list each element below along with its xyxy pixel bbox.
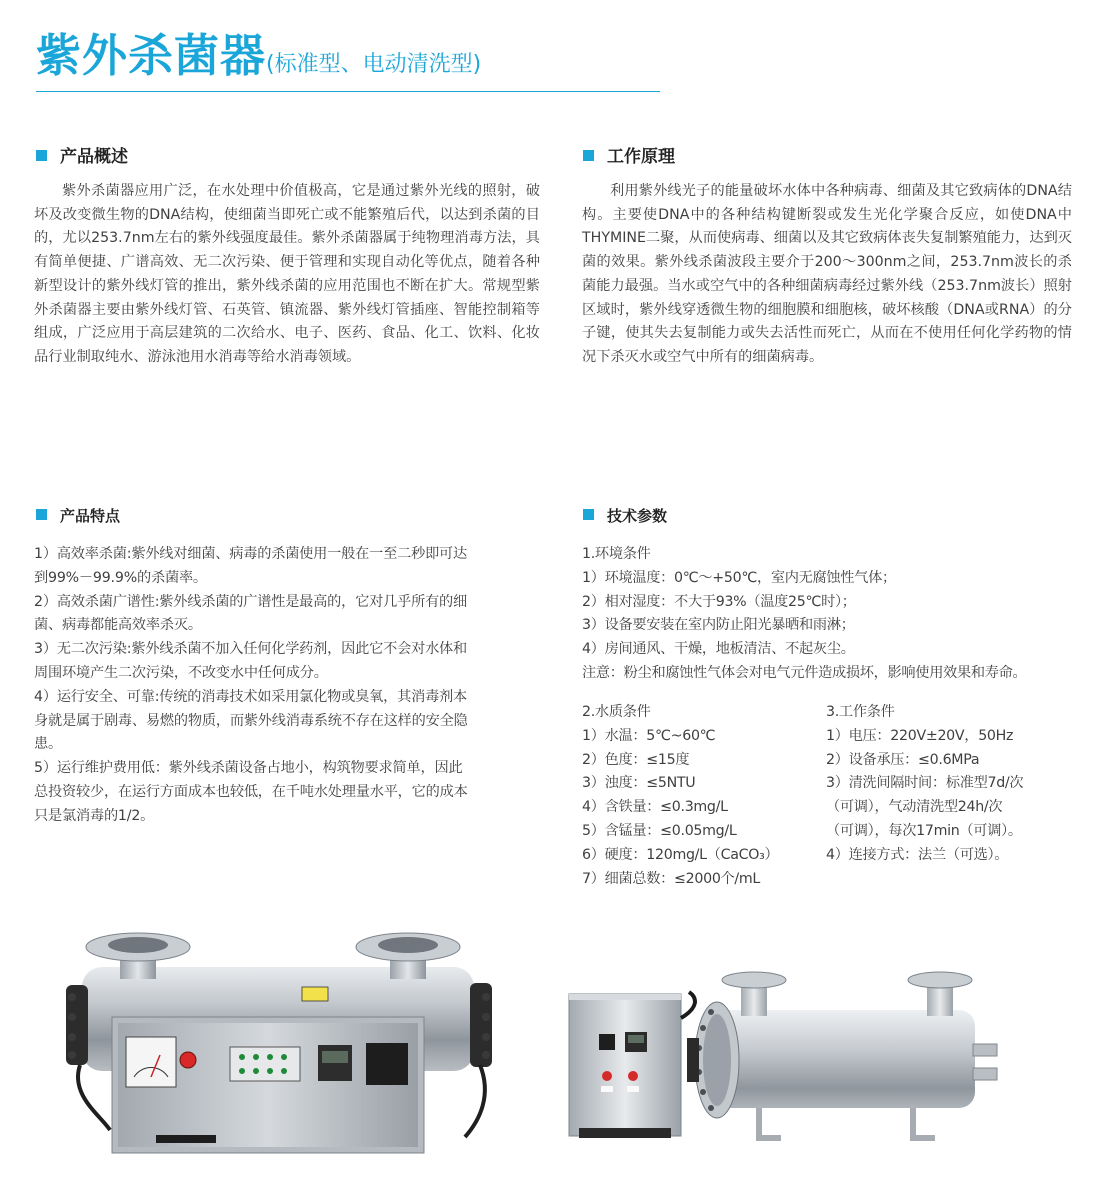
specs-water-line: 2）色度：≤15度	[582, 751, 690, 768]
page-title	[36, 26, 481, 95]
features-line: 周围环境产生二次污染，不改变水中任何成分。	[34, 664, 328, 681]
features-line: 3）无二次污染:紫外线杀菌不加入任何化学药剂，因此它不会对水体和	[34, 641, 468, 658]
bullet-square-icon	[583, 509, 594, 520]
specs-work-line: 3）清洗间隔时间：标准型7d/次	[826, 775, 1024, 792]
specs-env-title: 1.环境条件	[582, 546, 651, 562]
specs-work-line: 2）设备承压：≤0.6MPa	[826, 751, 980, 768]
features-line: 身就是属于剧毒、易燃的物质，而紫外线消毒系统不存在这样的安全隐	[34, 712, 468, 729]
features-line: 4）运行安全、可靠:传统的消毒技术如采用氯化物或臭氧，其消毒剂本	[34, 688, 468, 705]
specs-work-block	[826, 701, 1076, 868]
specs-work-line: 4）连接方式：法兰（可选）。	[826, 846, 1009, 863]
overview-heading	[36, 146, 128, 168]
specs-env-line: 2）相对湿度：不大于93%（温度25℃时）；	[582, 593, 856, 610]
specs-env-line: 3）设备要安装在室内防止阳光暴晒和雨淋；	[582, 617, 855, 634]
specs-work-line: 1）电压：220V±20V，50Hz	[826, 727, 1014, 744]
specs-work-title: 3.工作条件	[826, 704, 895, 720]
bullet-square-icon	[36, 509, 47, 520]
specs-env-note: 注意：粉尘和腐蚀性气体会对电气元件造成损坏，影响使用效果和寿命。	[582, 664, 1027, 681]
specs-env-line: 1）环境温度：0℃～+50℃，室内无腐蚀性气体；	[582, 569, 896, 586]
principle-paragraph: 利用紫外线光子的能量破坏水体中各种病毒、细菌及其它致病体的DNA结构。主要使DNA中的各种结构键断裂或发生光化学聚合反应，如使DNA中THYMINE二聚，从而使病毒、细菌以及其它致病体丧失复制繁殖能力，达到灭菌的效果。紫外线杀菌波段主要介于200～300nm之间，253.7nm波长的杀菌能力最强。当水或空气中的各种细菌病毒经过紫外线（253.7nm波长）照射区域时，紫外线穿透微生物的细胞膜和细胞核，破坏核酸（DNA或RNA）的分子键，使其失去复制能力或失去活性而死亡，从而在不使用任何化学药物的情况下杀灭水或空气中所有的细菌病毒。	[582, 183, 1072, 365]
specs-water-line: 7）细菌总数：≤2000个/mL	[582, 870, 761, 887]
features-line: 菌、病毒都能高效率杀灭。	[34, 617, 202, 634]
overview-paragraph: 紫外杀菌器应用广泛，在水处理中价值极高，它是通过紫外光线的照射，破坏及改变微生物的DNA结构，使细菌当即死亡或不能繁殖后代，以达到杀菌的目的，尤以253.7nm左右的紫外线强度最佳。紫外杀菌器属于纯物理消毒方法，具有简单便捷、广谱高效、无二次污染、便于管理和实现自动化等优点，随着各种新型设计的紫外线灯管的推出，紫外线杀菌的应用范围也不断在扩大。常规型紫外杀菌器主要由紫外线灯管、石英管、镇流器、紫外线灯管插座、智能控制箱等组成，广泛应用于高层建筑的二次给水、电子、医药、食品、化工、饮料、化妆品行业制取纯水、游泳池用水消毒等给水消毒领域。	[34, 183, 540, 365]
specs-heading-text: 技术参数	[607, 507, 668, 525]
specs-water-line: 6）硬度：120mg/L（CaCO₃）	[582, 846, 779, 863]
features-line: 到99%－99.9%的杀菌率。	[34, 569, 207, 586]
features-line: 总投资较少，在运行方面成本也较低，在千吨水处理量水平，它的成本	[34, 783, 468, 800]
features-line: 2）高效杀菌广谱性:紫外线杀菌的广谱性是最高的，它对几乎所有的细	[34, 593, 468, 610]
overview-heading-text: 产品概述	[60, 147, 128, 167]
bullet-square-icon	[36, 150, 47, 161]
title-main: 紫外杀菌器	[36, 29, 267, 82]
product-image-cleaning	[563, 968, 1003, 1150]
specs-heading	[583, 505, 667, 527]
specs-env-block	[582, 543, 1082, 686]
principle-heading-text: 工作原理	[607, 147, 675, 167]
features-line: 只是氯消毒的1/2。	[34, 807, 155, 824]
specs-water-line: 5）含锰量：≤0.05mg/L	[582, 822, 737, 839]
specs-water-title: 2.水质条件	[582, 704, 651, 720]
specs-work-line: （可调），每次17min（可调）。	[826, 822, 1022, 839]
title-subtitle: (标准型、电动清洗型)	[266, 52, 482, 77]
specs-work-line: （可调），气动清洗型24h/次	[826, 799, 1003, 816]
features-list	[34, 543, 546, 829]
specs-water-line: 3）浊度：≤5NTU	[582, 775, 696, 792]
features-heading-text: 产品特点	[60, 507, 121, 525]
features-line: 5）运行维护费用低：紫外线杀菌设备占地小，构筑物要求简单，因此	[34, 760, 463, 777]
features-heading	[36, 505, 120, 527]
principle-heading	[583, 146, 675, 168]
product-image-standard	[60, 925, 500, 1157]
specs-env-line: 4）房间通风、干燥，地板清洁、不起灰尘。	[582, 641, 855, 658]
bullet-square-icon	[583, 150, 594, 161]
features-line: 患。	[34, 736, 62, 753]
specs-water-line: 4）含铁量：≤0.3mg/L	[582, 799, 728, 816]
features-line: 1）高效率杀菌:紫外线对细菌、病毒的杀菌使用一般在一至二秒即可达	[34, 546, 468, 562]
specs-water-line: 1）水温：5℃~60℃	[582, 727, 716, 744]
specs-water-block	[582, 701, 822, 891]
title-divider	[36, 91, 660, 92]
